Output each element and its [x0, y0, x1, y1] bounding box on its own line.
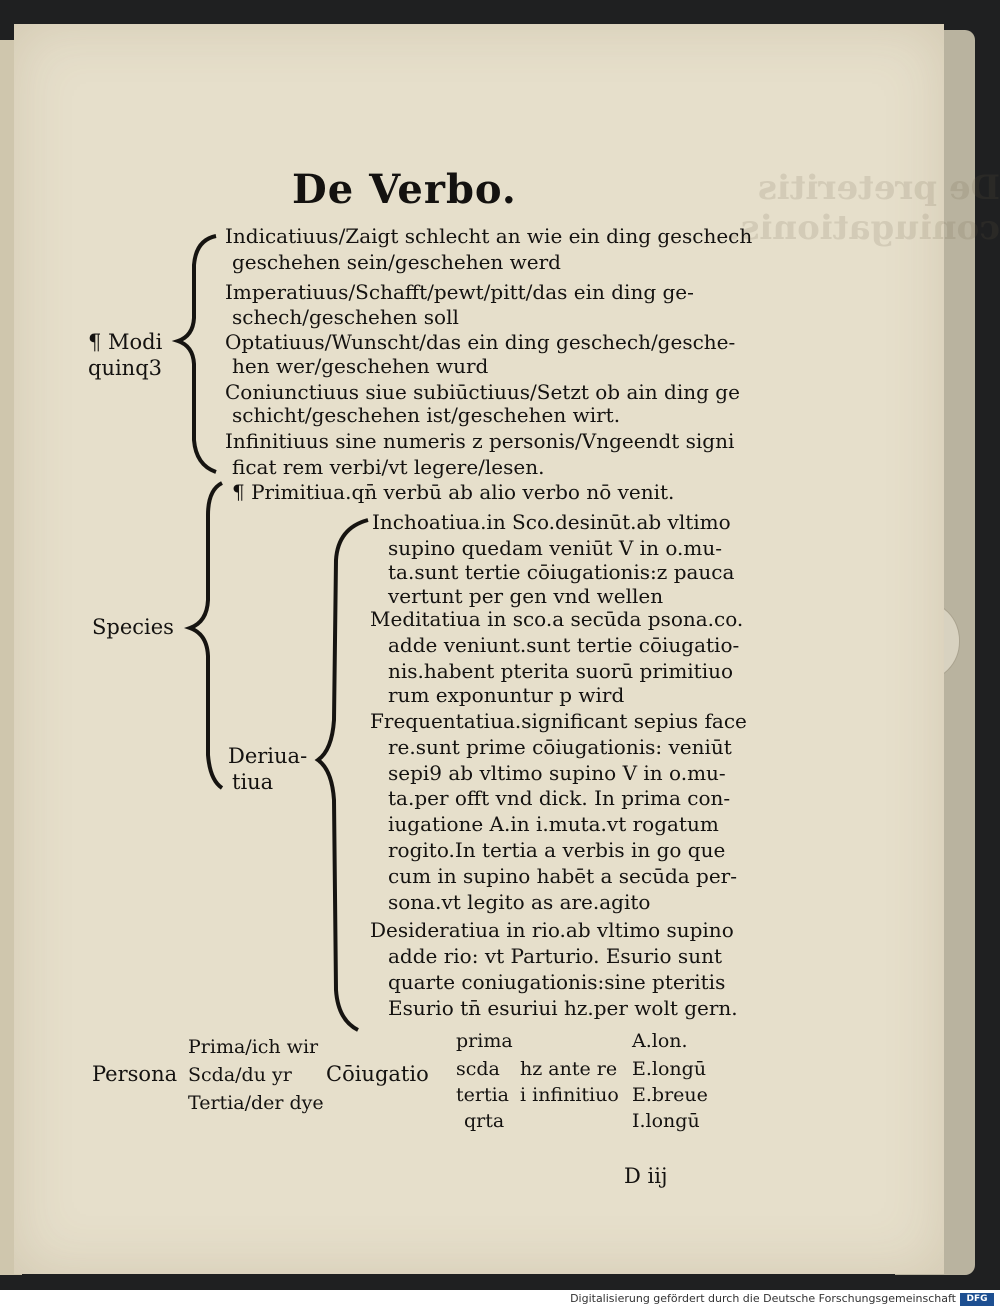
modi-line: Imperatiuus/Schafft/pewt/pitt/das ein ding ge- [225, 280, 694, 304]
coniugatio-vowel: E.breue [632, 1084, 708, 1106]
coniugatio-rule: hz ante re [520, 1058, 618, 1080]
coniugatio-vowel: E.longū [632, 1058, 707, 1080]
modi-label: ¶ Modi [88, 330, 163, 354]
modi-line: hen wer/geschehen wurd [232, 354, 489, 378]
modi-line: geschehen sein/geschehen werd [232, 250, 561, 274]
dfg-logo: DFG [960, 1293, 994, 1306]
modi-line: Coniunctiuus siue subiūctiuus/Setzt ob ain ding ge [225, 380, 740, 404]
modi-line: ficat rem verbi/vt legere/lesen. [232, 455, 545, 479]
persona-item: Tertia/der dye [188, 1092, 324, 1114]
show-through-text: De preteritis coniugationis. [728, 168, 1000, 248]
species-brace [190, 483, 222, 788]
deriuatiua-line: supino quedam veniūt V in o.mu- [388, 536, 722, 560]
coniugatio-rule: i infinitiuo [520, 1084, 619, 1106]
deriuatiua-line: cum in supino habēt a secūda per- [388, 864, 738, 888]
deriuatiua-line: Inchoatiua.in Sco.desinūt.ab vltimo [372, 510, 731, 534]
persona-item: Scda/du yr [188, 1064, 292, 1086]
modi-line: Optatiuus/Wunscht/das ein ding geschech/gesche- [225, 330, 736, 354]
deriuatiua-line: Frequentatiua.significant sepius face [370, 709, 747, 733]
deriuatiua-line: Meditatiua in sco.a secūda psona.co. [370, 607, 744, 631]
modi-label-2: quinq3 [88, 356, 163, 380]
modi-line: Indicatiuus/Zaigt schlecht an wie ein ding geschech [225, 224, 753, 248]
deriuatiua-line: Esurio tn̄ esuriui hz.per wolt gern. [388, 996, 738, 1020]
modi-line: schicht/geschehen ist/geschehen wirt. [232, 403, 621, 427]
deriuatiua-line: Desideratiua in rio.ab vltimo supino [370, 918, 734, 942]
coniugatio-ordinal: prima [456, 1030, 513, 1052]
coniugatio-ordinal: tertia [456, 1084, 510, 1106]
deriuatiua-line: adde veniunt.sunt tertie cōiugatio- [388, 633, 740, 657]
deriuatiua-brace [318, 520, 368, 1030]
deriuatiua-line: ta.sunt tertie cōiugationis:z pauca [388, 560, 735, 584]
coniugatio-vowel: I.longū [632, 1110, 700, 1132]
deriuatiua-line: nis.habent pterita suorū primitiuo [388, 659, 734, 683]
persona-label: Persona [92, 1062, 178, 1086]
deriuatiua-line: adde rio: vt Parturio. Esurio sunt [388, 944, 722, 968]
deriuatiua-line: sona.vt legito as are.agito [388, 890, 651, 914]
persona-item: Prima/ich wir [188, 1036, 319, 1058]
deriuatiua-line: quarte coniugationis:sine pteritis [388, 970, 726, 994]
modi-brace [178, 236, 216, 472]
coniugatio-label: Cōiugatio [326, 1062, 429, 1086]
deriuatiua-line: rogito.In tertia a verbis in go que [388, 838, 726, 862]
coniugatio-ordinal: qrta [464, 1110, 505, 1132]
deriuatiua-label: Deriua- [228, 744, 308, 768]
deriuatiua-label-2: tiua [232, 770, 274, 794]
footer-credit: Digitalisierung gefördert durch die Deutsche Forschungsgemeinschaft [570, 1292, 956, 1305]
deriuatiua-line: iugatione A.in i.muta.vt rogatum [388, 812, 719, 836]
deriuatiua-line: sepi9 ab vltimo supino V in o.mu- [388, 761, 726, 785]
deriuatiua-line: vertunt per gen vnd wellen [388, 584, 664, 608]
deriuatiua-line: rum exponuntur p wird [388, 683, 625, 707]
modi-line: schech/geschehen soll [232, 305, 459, 329]
coniugatio-ordinal: scda [456, 1058, 500, 1080]
modi-line: Infinitiuus sine numeris z personis/Vngeendt signi [225, 429, 735, 453]
deriuatiua-line: re.sunt prime cōiugationis: veniūt [388, 735, 732, 759]
deriuatiua-line: ta.per offt vnd dick. In prima con- [388, 786, 731, 810]
primitiua-line: ¶ Primitiua.qn̄ verbū ab alio verbo nō venit. [232, 480, 675, 504]
page-signature: D iij [624, 1164, 668, 1188]
species-label: Species [92, 615, 174, 639]
page-title: De Verbo. [292, 166, 517, 213]
coniugatio-vowel: A.lon. [632, 1030, 688, 1052]
